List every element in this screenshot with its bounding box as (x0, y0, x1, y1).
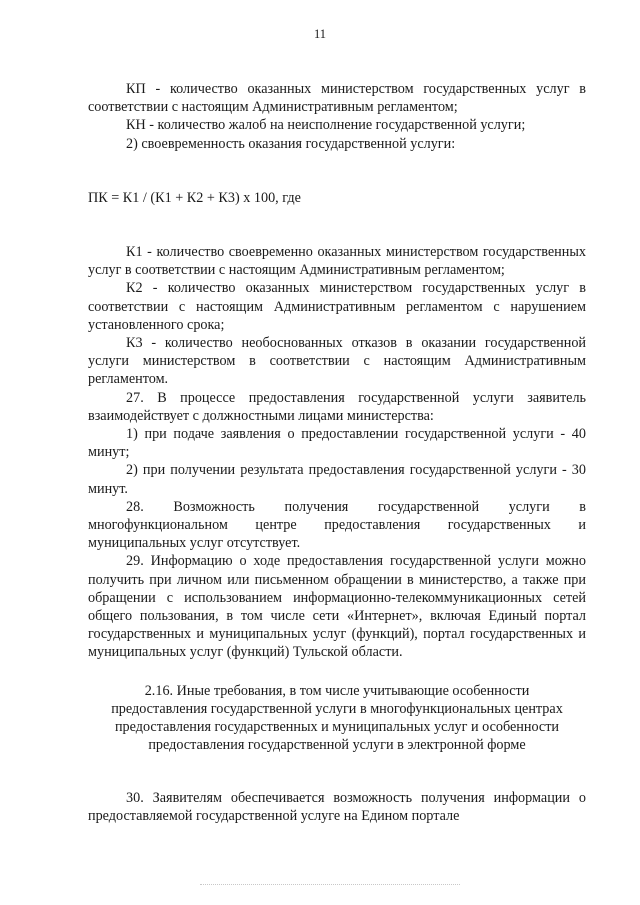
document-body (88, 80, 586, 825)
paragraph-27: 27. В процессе предоставления государственной услуги заявитель взаимодействует с должностными лицами министерства: (88, 389, 586, 424)
paragraph-29: 29. Информацию о ходе предоставления государственной услуги можно получить при личном или письменном обращении в министерство, а также при обращении с использованием информационно-телекоммуникационных сетей общего пользования, в том числе сети «Интернет», включая Единый портал государственных и муниципальных услуг (функций), портал государственных и муниципальных услуг (функций) Тульской области. (88, 553, 586, 661)
paragraph-k3-definition: К3 - количество необоснованных отказов в оказании государственной услуги министерством в соответствии с настоящим Административным регламентом. (88, 335, 586, 388)
paragraph-k2-definition: К2 - количество оказанных министерством государственных услуг в соответствии с настоящим Административным регламентом с нарушением установленного срока; (88, 280, 586, 333)
paragraph-k1-definition: К1 - количество своевременно оказанных министерством государственных услуг в соответствии с настоящим Административным регламентом; (88, 244, 586, 279)
paragraph-27-item-2: 2) при получении результата предоставления государственной услуги - 30 минут. (88, 462, 586, 497)
page-number: 11 (313, 27, 327, 41)
paragraph-kn-definition: КН - количество жалоб на неисполнение государственной услуги; (126, 117, 526, 134)
formula: ПК = К1 / (К1 + К2 + К3) х 100, где (88, 189, 301, 206)
section-heading-2-16: 2.16. Иные требования, в том числе учитывающие особенности предоставления государственной услуги в многофункциональных центрах предоставления государственных и муниципальных услуг и особенности предоставления государственной услуги в электронной форме (111, 682, 563, 754)
paragraph-kp-definition: КП - количество оказанных министерством государственных услуг в соответствии с настоящим Административным регламентом; (88, 81, 586, 116)
scan-artifact-line (200, 884, 460, 887)
paragraph-30: 30. Заявителям обеспечивается возможность получения информации о предоставляемой государственной услуге на Едином портале (88, 789, 586, 824)
paragraph-27-item-1: 1) при подаче заявления о предоставлении государственной услуги - 40 минут; (88, 426, 586, 461)
paragraph-28: 28. Возможность получения государственной услуги в многофункциональном центре предоставления государственных и муниципальных услуг отсутствует. (88, 498, 586, 552)
paragraph-timeliness: 2) своевременность оказания государственной услуги: (126, 135, 456, 152)
